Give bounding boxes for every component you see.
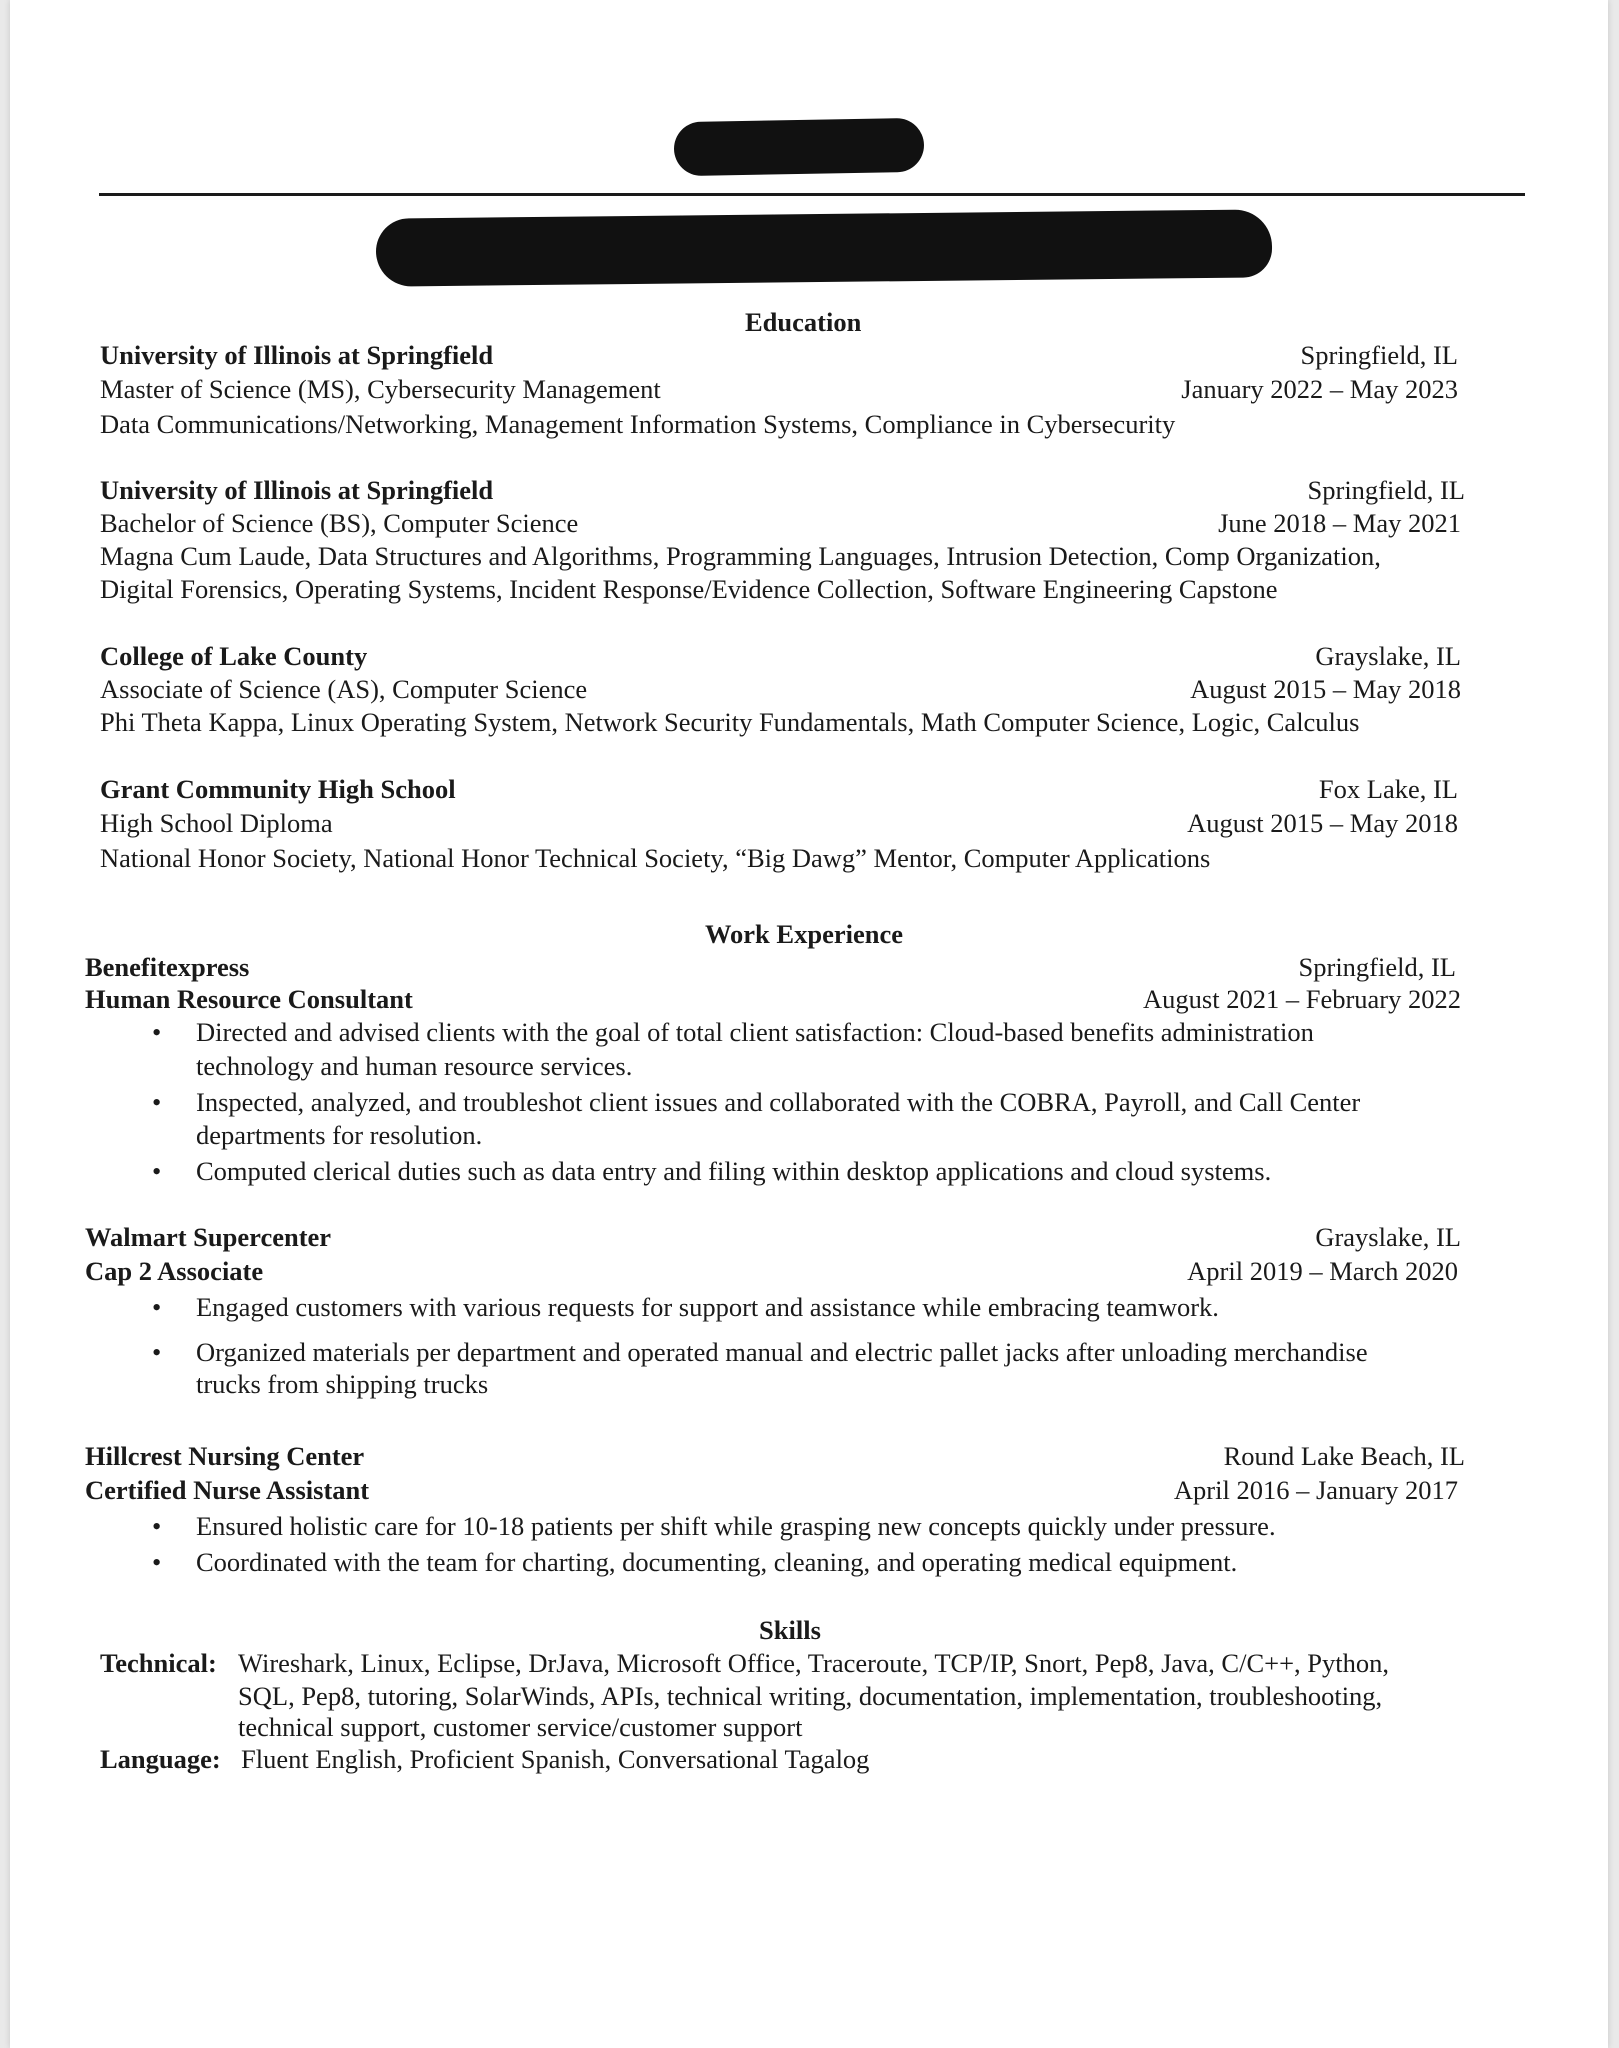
bullet-glyph: • (152, 1087, 162, 1117)
bullet-text: Coordinated with the team for charting, documenting, cleaning, and operating medical equipment. (196, 1547, 1238, 1577)
education-school: Grant Community High School (100, 774, 456, 804)
bullet-glyph: • (152, 1156, 162, 1186)
education-details: Magna Cum Laude, Data Structures and Algorithms, Programming Languages, Intrusion Detection, Comp Organization, (100, 541, 1381, 571)
redacted-contact-info (376, 209, 1273, 286)
skills-language-text: Fluent English, Proficient Spanish, Conversational Tagalog (241, 1744, 870, 1774)
redacted-name (674, 118, 925, 176)
education-location: Grayslake, IL (1315, 641, 1461, 671)
skills-heading: Skills (759, 1615, 821, 1645)
bullet-text: Directed and advised clients with the goal of total client satisfaction: Cloud-based benefits administration (196, 1017, 1314, 1047)
bullet-glyph: • (152, 1511, 162, 1541)
education-degree: High School Diploma (100, 808, 333, 838)
job-dates: August 2021 – February 2022 (1143, 984, 1461, 1014)
education-location: Springfield, IL (1300, 340, 1458, 370)
job-location: Round Lake Beach, IL (1223, 1441, 1465, 1471)
job-dates: April 2016 – January 2017 (1173, 1475, 1458, 1505)
education-degree: Bachelor of Science (BS), Computer Science (100, 508, 579, 538)
bullet-glyph: • (152, 1547, 162, 1577)
bullet-text: Computed clerical duties such as data entry and filing within desktop applications and cloud systems. (196, 1156, 1272, 1186)
job-location: Grayslake, IL (1315, 1222, 1461, 1252)
bullet-text: Inspected, analyzed, and troubleshot client issues and collaborated with the COBRA, Payroll, and Call Center (196, 1087, 1361, 1117)
work-heading: Work Experience (705, 919, 903, 949)
education-location: Springfield, IL (1307, 475, 1465, 505)
skills-technical-text: SQL, Pep8, tutoring, SolarWinds, APIs, technical writing, documentation, implementation, troubleshooting, (238, 1681, 1383, 1711)
education-school: University of Illinois at Springfield (100, 475, 494, 505)
bullet-glyph: • (152, 1337, 162, 1367)
job-company: Hillcrest Nursing Center (85, 1441, 365, 1471)
education-dates: August 2015 – May 2018 (1187, 808, 1458, 838)
header-rule (99, 193, 1525, 196)
bullet-glyph: • (152, 1292, 162, 1322)
job-title: Cap 2 Associate (85, 1256, 264, 1286)
job-location: Springfield, IL (1298, 952, 1456, 982)
job-company: Walmart Supercenter (85, 1222, 332, 1252)
education-dates: June 2018 – May 2021 (1218, 508, 1461, 538)
education-details: National Honor Society, National Honor Technical Society, “Big Dawg” Mentor, Computer Applications (100, 843, 1211, 873)
bullet-text: Ensured holistic care for 10-18 patients per shift while grasping new concepts quickly under pressure. (196, 1511, 1276, 1541)
education-dates: August 2015 – May 2018 (1190, 674, 1461, 704)
education-school: University of Illinois at Springfield (100, 340, 494, 370)
skills-technical-text: technical support, customer service/customer support (238, 1712, 803, 1742)
education-dates: January 2022 – May 2023 (1181, 374, 1458, 404)
education-degree: Associate of Science (AS), Computer Science (100, 674, 588, 704)
bullet-text: departments for resolution. (196, 1120, 483, 1150)
education-details: Digital Forensics, Operating Systems, Incident Response/Evidence Collection, Software Engineering Capstone (100, 574, 1278, 604)
education-heading: Education (745, 307, 862, 337)
job-title: Human Resource Consultant (85, 984, 413, 1014)
bullet-text: Organized materials per department and operated manual and electric pallet jacks after unloading merchandise (196, 1337, 1368, 1367)
education-details: Phi Theta Kappa, Linux Operating System, Network Security Fundamentals, Math Computer Science, Logic, Calculus (100, 707, 1360, 737)
bullet-text: technology and human resource services. (196, 1051, 633, 1081)
skills-technical-label: Technical: (100, 1648, 217, 1678)
job-company: Benefitexpress (85, 952, 250, 982)
bullet-text: trucks from shipping trucks (196, 1369, 489, 1399)
education-location: Fox Lake, IL (1318, 774, 1458, 804)
bullet-glyph: • (152, 1017, 162, 1047)
job-dates: April 2019 – March 2020 (1187, 1256, 1458, 1286)
resume-page (10, 0, 1608, 2048)
education-details: Data Communications/Networking, Management Information Systems, Compliance in Cybersecurity (100, 409, 1176, 439)
bullet-text: Engaged customers with various requests for support and assistance while embracing teamwork. (196, 1292, 1219, 1322)
skills-technical-text: Wireshark, Linux, Eclipse, DrJava, Microsoft Office, Traceroute, TCP/IP, Snort, Pep8, Java, C/C++, Python, (238, 1648, 1390, 1678)
education-school: College of Lake County (100, 641, 368, 671)
job-title: Certified Nurse Assistant (85, 1475, 370, 1505)
education-degree: Master of Science (MS), Cybersecurity Management (100, 374, 661, 404)
skills-language-label: Language: (100, 1744, 221, 1774)
